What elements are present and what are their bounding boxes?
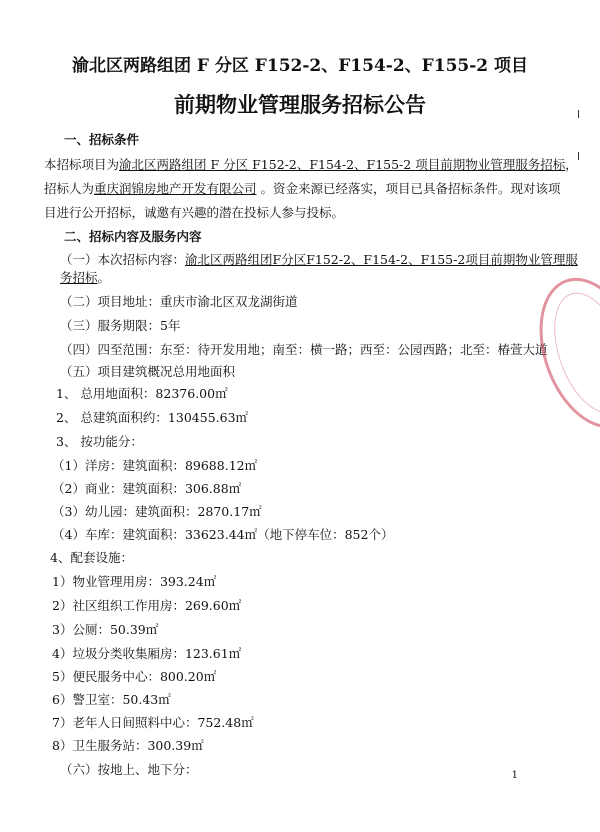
section-heading-conditions: 一、招标条件 <box>64 132 140 147</box>
scan-mark <box>578 110 579 118</box>
facility-item: 4）垃圾分类收集厢房：123.61㎡ <box>52 646 242 661</box>
item-tender-content-cont <box>60 270 110 286</box>
paragraph-text: 本招标项目为 <box>44 157 120 172</box>
facility-item: 6）警卫室：50.43㎡ <box>52 692 171 707</box>
tenderer-name: 重庆润锦房地产开发有限公司 <box>94 181 257 196</box>
function-item: （3）幼儿园：建筑面积：2870.17㎡ <box>52 504 262 519</box>
function-item: （2）商业：建筑面积：306.88㎡ <box>52 481 242 496</box>
item-address: （二）项目地址：重庆市渝北区双龙湖街道 <box>60 294 298 309</box>
area-by-function: 3、 按功能分： <box>56 434 143 449</box>
item-service-period: （三）服务期限：5年 <box>60 318 181 333</box>
facility-item: 5）便民服务中心：800.20㎡ <box>52 669 217 684</box>
scan-mark <box>578 152 579 160</box>
item-above-below-ground: （六）按地上、地下分： <box>60 762 198 777</box>
function-item: （4）车库：建筑面积：33623.44㎡（地下停车位：852个） <box>52 527 394 542</box>
area-total-building: 2、 总建筑面积约：130455.63㎡ <box>56 410 249 425</box>
document-title-line2: 前期物业管理服务招标公告 <box>174 92 426 117</box>
section-heading-content: 二、招标内容及服务内容 <box>64 229 202 244</box>
paragraph-text: 。资金来源已经落实，项目已具备招标条件。现对该项 <box>256 181 561 196</box>
facility-item: 3）公厕：50.39㎡ <box>52 622 159 637</box>
item-tender-content <box>60 252 578 268</box>
facility-item: 1）物业管理用房：393.24㎡ <box>52 574 217 589</box>
tender-content: 渝北区两路组团F分区F152-2、F154-2、F155-2项目前期物业管理服 <box>185 252 578 267</box>
area-total-land: 1、 总用地面积：82376.00㎡ <box>56 386 228 401</box>
facility-item: 2）社区组织工作用房：269.60㎡ <box>52 598 242 613</box>
item-label: （一）本次招标内容： <box>60 252 186 267</box>
paragraph-line-3: 目进行公开招标，诚邀有兴趣的潜在投标人参与投标。 <box>44 205 345 220</box>
facility-item: 7）老年人日间照料中心：752.48㎡ <box>52 715 254 730</box>
facilities-heading: 4、配套设施： <box>50 550 133 565</box>
tender-content: 务招标 <box>60 270 98 285</box>
facility-item: 8）卫生服务站：300.39㎡ <box>52 738 204 753</box>
document-title-line1: 渝北区两路组团 F 分区 F152-2、F154-2、F155-2 项目 <box>71 56 529 76</box>
project-name: 渝北区两路组团 F 分区 F152-2、F154-2、F155-2 项目前期物业管理服务招标 <box>119 157 566 172</box>
paragraph-text: 招标人为 <box>44 181 95 196</box>
page-number: 1 <box>511 770 518 781</box>
item-boundaries: （四）四至范围：东至：待开发用地；南至：横一路；西至：公园西路；北至：椿萱大道 <box>60 342 548 357</box>
function-item: （1）洋房：建筑面积：89688.12㎡ <box>52 458 258 473</box>
paragraph-line-1 <box>44 157 578 173</box>
paragraph-line-2 <box>44 181 561 197</box>
item-end: 。 <box>97 270 111 285</box>
item-building-overview: （五）项目建筑概况总用地面积 <box>60 364 236 379</box>
paragraph-text: ， <box>565 157 578 172</box>
